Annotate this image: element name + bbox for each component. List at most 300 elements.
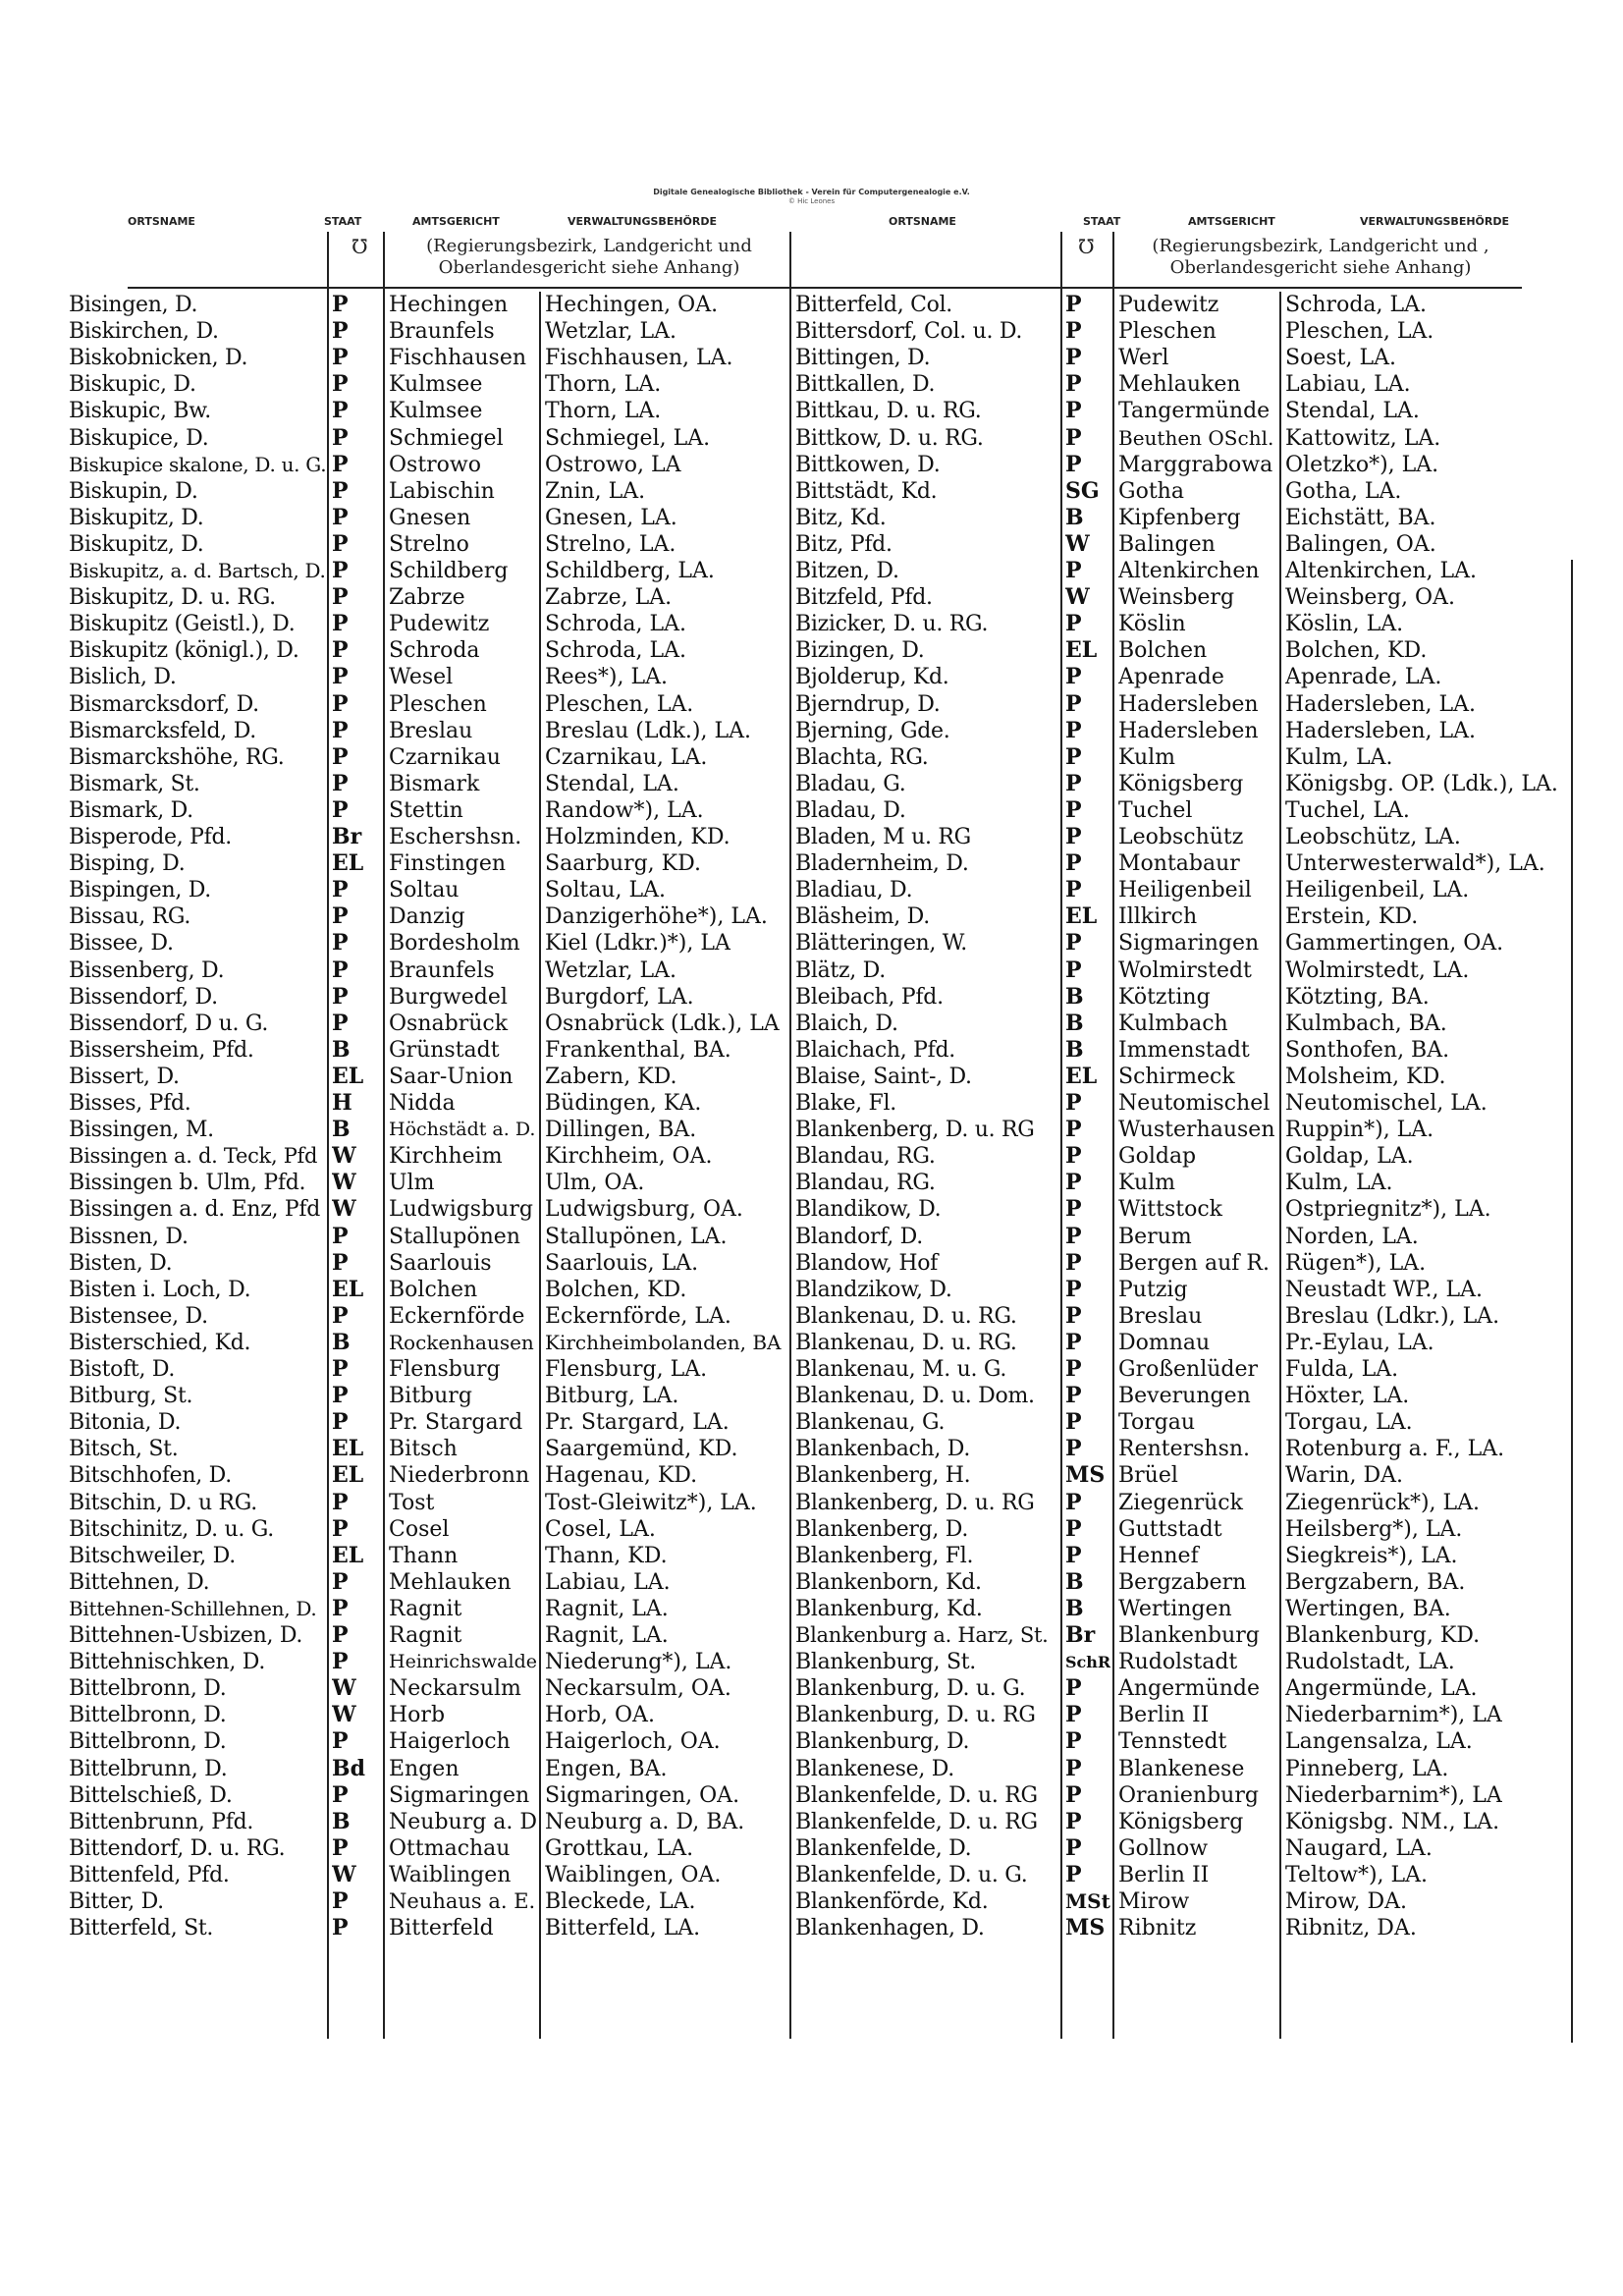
amtsgericht-cell: Waiblingen (389, 1862, 512, 1887)
staat-cell: P (1065, 1489, 1082, 1515)
staat-cell: P (332, 1728, 349, 1755)
table-row (0, 1330, 1571, 1356)
staat-cell: W (332, 1143, 356, 1170)
staat-cell: W (1065, 530, 1090, 557)
staat-cell: SchR (1065, 1653, 1110, 1672)
staat-cell: P (332, 504, 349, 530)
staat-cell: EL (1065, 637, 1098, 664)
ortsname-cell: Blachta, RG. (795, 744, 929, 770)
verwaltung-cell: Schroda, LA. (1285, 293, 1427, 317)
staat-cell: P (1065, 371, 1082, 398)
verwaltung-cell: Schildberg, LA. (545, 559, 715, 583)
ortsname-cell: Bisingen, D. (69, 293, 198, 317)
staat-cell: P (1065, 1223, 1082, 1249)
amtsgericht-cell: Leobschütz (1118, 825, 1244, 849)
table-row (0, 292, 1571, 318)
staat-cell: EL (332, 1276, 364, 1302)
verwaltung-cell: Stendal, LA. (1285, 399, 1420, 424)
header-ortsname: ORTSNAME (128, 215, 195, 228)
verwaltung-cell: Rudolstadt, LA. (1285, 1650, 1455, 1675)
amtsgericht-cell: Hadersleben (1118, 718, 1259, 743)
amtsgericht-cell: Bordesholm (389, 931, 520, 957)
staat-cell: B (332, 1036, 351, 1063)
amtsgericht-cell: Sigmaringen (389, 1782, 530, 1808)
amtsgericht-cell: Osnabrück (389, 1011, 509, 1036)
staat-cell: P (1065, 1302, 1082, 1329)
verwaltung-cell: Wertingen, BA. (1285, 1596, 1451, 1621)
staat-cell: P (1065, 1728, 1082, 1755)
staat-cell: P (332, 398, 349, 424)
staat-cell: P (332, 345, 349, 371)
amtsgericht-cell: Kötzting (1118, 984, 1211, 1010)
ortsname-cell: Blankenburg a. Harz, St. (795, 1623, 1049, 1647)
staat-cell: EL (332, 1542, 364, 1568)
table-row (0, 691, 1571, 718)
verwaltung-cell: Gammertingen, OA. (1285, 931, 1504, 957)
amtsgericht-cell: Kipfenberg (1118, 505, 1241, 530)
staat-cell: P (332, 558, 349, 583)
amtsgericht-cell: Kulm (1118, 1171, 1176, 1196)
verwaltung-cell: Kirchheim, OA. (545, 1144, 713, 1170)
ortsname-cell: Blandorf, D. (795, 1224, 923, 1249)
table-row (0, 345, 1571, 371)
table-row (0, 1569, 1571, 1596)
ortsname-cell: Bisterschied, Kd. (69, 1330, 251, 1355)
ortsname-cell: Bisten, D. (69, 1250, 173, 1276)
amtsgericht-cell: Soltau (389, 878, 460, 903)
ortsname-cell: Bittehnischken, D. (69, 1650, 266, 1675)
ortsname-cell: Bittelbronn, D. (69, 1703, 227, 1728)
amtsgericht-cell: Zabrze (389, 585, 465, 611)
verwaltung-cell: Neutomischel, LA. (1285, 1091, 1488, 1116)
ortsname-cell: Bisses, Pfd. (69, 1091, 191, 1116)
staat-cell: EL (332, 1436, 364, 1462)
staat-cell: P (332, 1010, 349, 1036)
ortsname-cell: Bitschin, D. u RG. (69, 1490, 257, 1515)
amtsgericht-cell: Haigerloch (389, 1729, 511, 1755)
ortsname-cell: Bissenberg, D. (69, 957, 225, 983)
ortsname-cell: Blankenfelde, D. u. RG (795, 1782, 1038, 1808)
amtsgericht-cell: Bolchen (1118, 638, 1208, 664)
amtsgericht-cell: Gollnow (1118, 1835, 1209, 1861)
staat-cell: B (1065, 983, 1084, 1010)
staat-cell: P (1065, 1861, 1082, 1887)
table-row (0, 611, 1571, 637)
staat-cell: P (1065, 398, 1082, 424)
staat-cell: P (1065, 1834, 1082, 1861)
amtsgericht-cell: Pleschen (1118, 319, 1217, 345)
ortsname-cell: Bittehnen-Usbizen, D. (69, 1623, 303, 1648)
staat-cell: Br (332, 824, 362, 849)
subheader-line1: (Regierungsbezirk, Landgericht und , (1152, 236, 1489, 256)
subheader-mark: ℧ (352, 235, 368, 258)
staat-cell: P (1065, 1117, 1082, 1143)
verwaltung-cell: Niederbarnim*), LA (1285, 1782, 1502, 1808)
staat-cell: P (332, 1223, 349, 1249)
ortsname-cell: Bittingen, D. (795, 346, 931, 371)
staat-cell: P (1065, 930, 1082, 957)
ortsname-cell: Blankenberg, Fl. (795, 1543, 974, 1568)
table-row (0, 984, 1571, 1011)
ortsname-cell: Bitschweiler, D. (69, 1543, 236, 1568)
verwaltung-cell: Eichstätt, BA. (1285, 505, 1436, 530)
header-ortsname: ORTSNAME (889, 215, 956, 228)
amtsgericht-cell: Schildberg (389, 559, 509, 583)
ortsname-cell: Blankenau, G. (795, 1410, 946, 1436)
staat-cell: MS (1065, 1462, 1106, 1489)
ortsname-cell: Bitterfeld, St. (69, 1916, 214, 1941)
header-staat: STAAT (1083, 215, 1121, 228)
amtsgericht-cell: Balingen (1118, 531, 1216, 557)
staat-cell: P (332, 477, 349, 504)
verwaltung-cell: Soest, LA. (1285, 346, 1396, 371)
amtsgericht-cell: Neckarsulm (389, 1676, 521, 1702)
credit-line: Digitale Genealogische Bibliothek - Verein für Computergenealogie e.V. (653, 188, 970, 196)
amtsgericht-cell: Strelno (389, 531, 469, 557)
staat-cell: B (1065, 504, 1084, 530)
staat-cell: P (332, 611, 349, 637)
staat-cell: P (1065, 1356, 1082, 1382)
staat-cell: W (332, 1196, 356, 1223)
staat-cell: P (1065, 743, 1082, 770)
table-row (0, 1090, 1571, 1117)
amtsgericht-cell: Beuthen OSchl. (1118, 425, 1274, 450)
verwaltung-cell: Neuburg a. D, BA. (545, 1809, 745, 1834)
staat-cell: P (1065, 717, 1082, 743)
staat-cell: P (1065, 1436, 1082, 1462)
staat-cell: W (1065, 584, 1090, 611)
verwaltung-cell: Pinneberg, LA. (1285, 1756, 1449, 1781)
amtsgericht-cell: Stallupönen (389, 1224, 520, 1249)
subheader-line1: (Regierungsbezirk, Landgericht und (426, 236, 752, 256)
staat-cell: B (332, 1808, 351, 1834)
verwaltung-cell: Pleschen, LA. (1285, 319, 1434, 345)
verwaltung-cell: Angermünde, LA. (1285, 1676, 1478, 1702)
staat-cell: P (1065, 1755, 1082, 1781)
verwaltung-cell: Hadersleben, LA. (1285, 718, 1477, 743)
amtsgericht-cell: Niederbronn (389, 1463, 530, 1489)
amtsgericht-cell: Burgwedel (389, 984, 508, 1010)
verwaltung-cell: Rees*), LA. (545, 665, 668, 690)
header-amtsgericht: AMTSGERICHT (412, 215, 500, 228)
amtsgericht-cell: Flensburg (389, 1357, 501, 1382)
verwaltung-cell: Saargemünd, KD. (545, 1437, 738, 1462)
ortsname-cell: Blankenborn, Kd. (795, 1569, 982, 1595)
ortsname-cell: Blankenhagen, D. (795, 1916, 985, 1941)
staat-cell: P (332, 424, 349, 451)
verwaltung-cell: Sigmaringen, OA. (545, 1782, 740, 1808)
table-row (0, 1835, 1571, 1862)
verwaltung-cell: Randow*), LA. (545, 797, 704, 823)
staat-cell: W (332, 1675, 356, 1702)
ortsname-cell: Blankenau, M. u. G. (795, 1357, 1007, 1382)
ortsname-cell: Blätz, D. (795, 957, 886, 983)
verwaltung-cell: Niederbarnim*), LA (1285, 1703, 1502, 1728)
verwaltung-cell: Kötzting, BA. (1285, 984, 1430, 1010)
amtsgericht-cell: Immenstadt (1118, 1037, 1250, 1063)
verwaltung-cell: Langensalza, LA. (1285, 1729, 1473, 1755)
ortsname-cell: Bispingen, D. (69, 878, 211, 903)
ortsname-cell: Bissert, D. (69, 1064, 180, 1089)
staat-cell: B (332, 1117, 351, 1143)
table-row (0, 1888, 1571, 1915)
ortsname-cell: Bitter, D. (69, 1889, 164, 1914)
ortsname-cell: Blandau, RG. (795, 1144, 936, 1170)
ortsname-cell: Bjerning, Gde. (795, 718, 950, 743)
table-row (0, 1064, 1571, 1090)
staat-cell: P (332, 796, 349, 823)
verwaltung-cell: Wetzlar, LA. (545, 319, 676, 345)
amtsgericht-cell: Berlin II (1118, 1862, 1210, 1887)
verwaltung-cell: Gotha, LA. (1285, 478, 1402, 504)
staat-cell: W (332, 1861, 356, 1887)
verwaltung-cell: Haigerloch, OA. (545, 1729, 721, 1755)
staat-cell: SG (1065, 477, 1100, 504)
verwaltung-cell: Kulm, LA. (1285, 744, 1393, 770)
ortsname-cell: Blankenfelde, D. u. RG (795, 1809, 1038, 1834)
amtsgericht-cell: Danzig (389, 904, 465, 930)
staat-cell: P (332, 584, 349, 611)
table-row (0, 797, 1571, 824)
amtsgericht-cell: Grünstadt (389, 1037, 500, 1063)
verwaltung-cell: Teltow*), LA. (1285, 1862, 1428, 1887)
staat-cell: EL (1065, 1063, 1098, 1089)
verwaltung-cell: Holzminden, KD. (545, 825, 730, 849)
table-row (0, 1170, 1571, 1196)
ortsname-cell: Blandikow, D. (795, 1197, 942, 1223)
verwaltung-cell: Ludwigsburg, OA. (545, 1197, 743, 1223)
verwaltung-cell: Warin, DA. (1285, 1463, 1404, 1489)
amtsgericht-cell: Neuburg a. D (389, 1809, 538, 1834)
table-row (0, 584, 1571, 611)
verwaltung-cell: Neckarsulm, OA. (545, 1676, 731, 1702)
ortsname-cell: Blandzikow, D. (795, 1277, 952, 1302)
header-staat: STAAT (324, 215, 362, 228)
verwaltung-cell: Wetzlar, LA. (545, 957, 676, 983)
verwaltung-cell: Thorn, LA. (545, 399, 662, 424)
amtsgericht-cell: Schirmeck (1118, 1064, 1235, 1089)
page-edge-rule (1571, 560, 1573, 2043)
ortsname-cell: Blaich, D. (795, 1011, 898, 1036)
amtsgericht-cell: Rentershsn. (1118, 1437, 1251, 1462)
staat-cell: P (332, 1595, 349, 1621)
amtsgericht-cell: Königsberg (1118, 1809, 1244, 1834)
verwaltung-cell: Molsheim, KD. (1285, 1064, 1446, 1089)
amtsgericht-cell: Heiligenbeil (1118, 878, 1252, 903)
verwaltung-cell: Ruppin*), LA. (1285, 1118, 1434, 1143)
verwaltung-cell: Unterwesterwald*), LA. (1285, 851, 1545, 877)
amtsgericht-cell: Berum (1118, 1224, 1192, 1249)
ortsname-cell: Blankenberg, H. (795, 1463, 971, 1489)
staat-cell: P (1065, 1329, 1082, 1355)
amtsgericht-cell: Ulm (389, 1171, 435, 1196)
verwaltung-cell: Ragnit, LA. (545, 1596, 669, 1621)
ortsname-cell: Bisperode, Pfd. (69, 825, 232, 849)
staat-cell: P (1065, 850, 1082, 877)
amtsgericht-cell: Pleschen (389, 691, 487, 717)
verwaltung-cell: Saarlouis, LA. (545, 1250, 699, 1276)
table-row (0, 1728, 1571, 1755)
staat-cell: P (332, 770, 349, 796)
ortsname-cell: Bittkowen, D. (795, 452, 941, 477)
staat-cell: P (332, 1249, 349, 1276)
table-row (0, 1756, 1571, 1782)
verwaltung-cell: Bitterfeld, LA. (545, 1916, 701, 1941)
verwaltung-cell: Siegkreis*), LA. (1285, 1543, 1458, 1568)
amtsgericht-cell: Sigmaringen (1118, 931, 1260, 957)
staat-cell: P (1065, 345, 1082, 371)
verwaltung-cell: Hadersleben, LA. (1285, 691, 1477, 717)
ortsname-cell: Bitterfeld, Col. (795, 293, 952, 317)
verwaltung-cell: Tuchel, LA. (1285, 797, 1410, 823)
ortsname-cell: Bittelbronn, D. (69, 1729, 227, 1755)
staat-cell: P (332, 371, 349, 398)
ortsname-cell: Biskupic, Bw. (69, 399, 211, 424)
verwaltung-cell: Soltau, LA. (545, 878, 666, 903)
table-row (0, 1250, 1571, 1277)
table-row (0, 877, 1571, 903)
ortsname-cell: Bladau, D. (795, 797, 906, 823)
staat-cell: P (332, 637, 349, 664)
ortsname-cell: Blankenburg, D. (795, 1729, 970, 1755)
staat-cell: Bd (332, 1755, 365, 1781)
verwaltung-cell: Strelno, LA. (545, 531, 676, 557)
staat-cell: B (1065, 1036, 1084, 1063)
staat-cell: P (332, 877, 349, 903)
amtsgericht-cell: Ragnit (389, 1596, 462, 1621)
table-row (0, 1809, 1571, 1835)
verwaltung-cell: Zabern, KD. (545, 1064, 677, 1089)
amtsgericht-cell: Bergen auf R. (1118, 1250, 1270, 1276)
table-row (0, 1037, 1571, 1064)
amtsgericht-cell: Cosel (389, 1516, 450, 1542)
subheader-line2: Oberlandesgericht siehe Anhang) (1169, 257, 1472, 278)
verwaltung-cell: Labiau, LA. (1285, 372, 1411, 398)
table-row (0, 1436, 1571, 1462)
table-row (0, 1143, 1571, 1170)
amtsgericht-cell: Wusterhausen (1118, 1118, 1275, 1143)
ortsname-cell: Bittersdorf, Col. u. D. (795, 319, 1023, 345)
verwaltung-cell: Pr.-Eylau, LA. (1285, 1330, 1434, 1355)
ortsname-cell: Bittkow, D. u. RG. (795, 425, 984, 451)
amtsgericht-cell: Mehlauken (389, 1569, 512, 1595)
staat-cell: P (332, 1489, 349, 1515)
table-row (0, 1224, 1571, 1250)
table-row (0, 1702, 1571, 1728)
amtsgericht-cell: Eschershsn. (389, 825, 522, 849)
staat-cell: P (1065, 1249, 1082, 1276)
ortsname-cell: Bistoft, D. (69, 1357, 176, 1382)
amtsgericht-cell: Rudolstadt (1118, 1650, 1238, 1675)
verwaltung-cell: Horb, OA. (545, 1703, 655, 1728)
ortsname-cell: Biskirchen, D. (69, 319, 219, 345)
ortsname-cell: Bittehnen, D. (69, 1569, 210, 1595)
ortsname-cell: Blankenau, D. u. RG. (795, 1303, 1017, 1329)
ortsname-cell: Bitsch, St. (69, 1437, 179, 1462)
staat-cell: P (1065, 1515, 1082, 1542)
staat-cell: P (332, 1302, 349, 1329)
verwaltung-cell: Czarnikau, LA. (545, 744, 708, 770)
ortsname-cell: Bizingen, D. (795, 638, 925, 664)
ortsname-cell: Bissingen b. Ulm, Pfd. (69, 1171, 306, 1196)
staat-cell: P (332, 1515, 349, 1542)
verwaltung-cell: Schmiegel, LA. (545, 425, 711, 451)
staat-cell: EL (332, 1462, 364, 1489)
staat-cell: P (332, 451, 349, 477)
amtsgericht-cell: Breslau (389, 718, 473, 743)
amtsgericht-cell: Ragnit (389, 1623, 462, 1648)
staat-cell: P (332, 1622, 349, 1648)
table-row (0, 371, 1571, 398)
ortsname-cell: Bissingen a. d. Teck, Pfd (69, 1144, 318, 1169)
amtsgericht-cell: Engen (389, 1756, 460, 1781)
amtsgericht-cell: Braunfels (389, 957, 495, 983)
amtsgericht-cell: Mirow (1118, 1889, 1190, 1914)
table-row (0, 1675, 1571, 1702)
table-row (0, 930, 1571, 957)
ortsname-cell: Biskupitz (Geistl.), D. (69, 612, 296, 637)
staat-cell: P (1065, 1383, 1082, 1409)
amtsgericht-cell: Neutomischel (1118, 1091, 1271, 1116)
staat-cell: B (1065, 1595, 1084, 1621)
verwaltung-cell: Torgau, LA. (1285, 1410, 1413, 1436)
staat-cell: W (332, 1702, 356, 1728)
verwaltung-cell: Danzigerhöhe*), LA. (545, 904, 768, 930)
ortsname-cell: Bitzen, D. (795, 559, 899, 583)
table-row (0, 903, 1571, 930)
amtsgericht-cell: Hadersleben (1118, 691, 1259, 717)
amtsgericht-cell: Pudewitz (1118, 293, 1219, 317)
amtsgericht-cell: Tennstedt (1118, 1729, 1227, 1755)
amtsgericht-cell: Weinsberg (1118, 585, 1235, 611)
verwaltung-cell: Burgdorf, LA. (545, 984, 694, 1010)
table-row (0, 1543, 1571, 1569)
amtsgericht-cell: Blankenese (1118, 1756, 1245, 1781)
staat-cell: P (1065, 664, 1082, 690)
verwaltung-cell: Kulmbach, BA. (1285, 1011, 1447, 1036)
amtsgericht-cell: Gnesen (389, 505, 471, 530)
amtsgericht-cell: Schroda (389, 638, 480, 664)
amtsgericht-cell: Berlin II (1118, 1703, 1210, 1728)
verwaltung-cell: Rügen*), LA. (1285, 1250, 1427, 1276)
ortsname-cell: Bjolderup, Kd. (795, 665, 949, 690)
table-row (0, 1011, 1571, 1037)
ortsname-cell: Biskobnicken, D. (69, 346, 248, 371)
verwaltung-cell: Königsbg. OP. (Ldk.), LA. (1285, 771, 1558, 796)
verwaltung-cell: Stallupönen, LA. (545, 1224, 728, 1249)
table-row (0, 425, 1571, 452)
verwaltung-cell: Grottkau, LA. (545, 1835, 694, 1861)
amtsgericht-cell: Gotha (1118, 478, 1184, 504)
amtsgericht-cell: Werl (1118, 346, 1169, 371)
verwaltung-cell: Sonthofen, BA. (1285, 1037, 1450, 1063)
verwaltung-cell: Bleckede, LA. (545, 1889, 696, 1914)
amtsgericht-cell: Bergzabern (1118, 1569, 1247, 1595)
verwaltung-cell: Leobschütz, LA. (1285, 825, 1461, 849)
table-row (0, 771, 1571, 797)
verwaltung-cell: Schroda, LA. (545, 612, 686, 637)
staat-cell: P (1065, 824, 1082, 849)
verwaltung-cell: Pr. Stargard, LA. (545, 1410, 730, 1436)
staat-cell: EL (1065, 903, 1098, 930)
verwaltung-cell: Goldap, LA. (1285, 1144, 1414, 1170)
table-row (0, 1303, 1571, 1330)
verwaltung-cell: Rotenburg a. F., LA. (1285, 1437, 1505, 1462)
verwaltung-cell: Erstein, KD. (1285, 904, 1419, 930)
amtsgericht-cell: Wolmirstedt (1118, 957, 1252, 983)
verwaltung-cell: Bolchen, KD. (545, 1277, 687, 1302)
table-row (0, 1196, 1571, 1223)
